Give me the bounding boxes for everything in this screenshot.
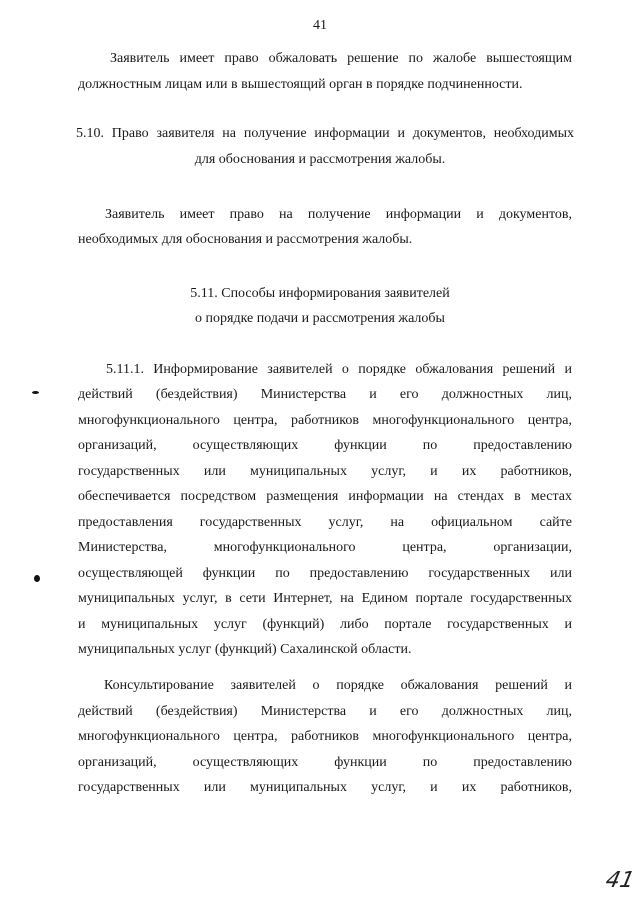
p5111-line-1: 5.11.1. Информирование заявителей о порядке обжалования решений и: [106, 362, 572, 377]
p5111-line-8: Министерства, многофункционального центра, организации,: [78, 540, 572, 555]
appeal-line-1: Заявитель имеет право обжаловать решение по жалобе вышестоящим: [110, 51, 572, 66]
appeal-line-2: должностным лицам или в вышестоящий орган в порядке подчиненности.: [78, 77, 523, 92]
info-line-2: необходимых для обоснования и рассмотрения жалобы.: [78, 232, 413, 247]
consult-line-1: Консультирование заявителей о порядке обжалования решений и: [104, 678, 572, 693]
heading-5-11-line-1: 5.11. Способы информирования заявителей: [190, 286, 450, 301]
consult-line-4: организаций, осуществляющих функции по предоставлению: [78, 755, 572, 770]
info-line-1: Заявитель имеет право на получение информации и документов,: [105, 207, 572, 222]
heading-5-10-line-1: 5.10. Право заявителя на получение информации и документов, необходимых: [76, 126, 574, 141]
consult-line-5: государственных или муниципальных услуг, и их работников,: [78, 780, 572, 795]
p5111-line-7: предоставления государственных услуг, на официальном сайте: [78, 515, 572, 530]
scan-mark: [34, 575, 40, 582]
page-number: 41: [313, 18, 327, 33]
p5111-line-12: муниципальных услуг (функций) Сахалинской области.: [78, 642, 412, 657]
p5111-line-3: многофункционального центра, работников многофункционального центра,: [78, 413, 572, 428]
handwritten-page-number: 41: [603, 868, 637, 893]
heading-5-11-line-2: о порядке подачи и рассмотрения жалобы: [195, 311, 445, 326]
p5111-line-5: государственных или муниципальных услуг, и их работников,: [78, 464, 572, 479]
p5111-line-2: действий (бездействия) Министерства и его должностных лиц,: [78, 387, 572, 402]
p5111-line-4: организаций, осуществляющих функции по предоставлению: [78, 438, 572, 453]
p5111-line-6: обеспечивается посредством размещения информации на стендах в местах: [78, 489, 572, 504]
consult-line-3: многофункционального центра, работников многофункционального центра,: [78, 729, 572, 744]
heading-5-10-line-2: для обоснования и рассмотрения жалобы.: [194, 152, 446, 167]
scan-mark: [32, 391, 39, 394]
p5111-line-9: осуществляющей функции по предоставлению государственных или: [78, 566, 572, 581]
p5111-line-11: и муниципальных услуг (функций) либо портале государственных и: [78, 617, 572, 632]
p5111-line-10: муниципальных услуг, в сети Интернет, на Едином портале государственных: [78, 591, 572, 606]
consult-line-2: действий (бездействия) Министерства и его должностных лиц,: [78, 704, 572, 719]
